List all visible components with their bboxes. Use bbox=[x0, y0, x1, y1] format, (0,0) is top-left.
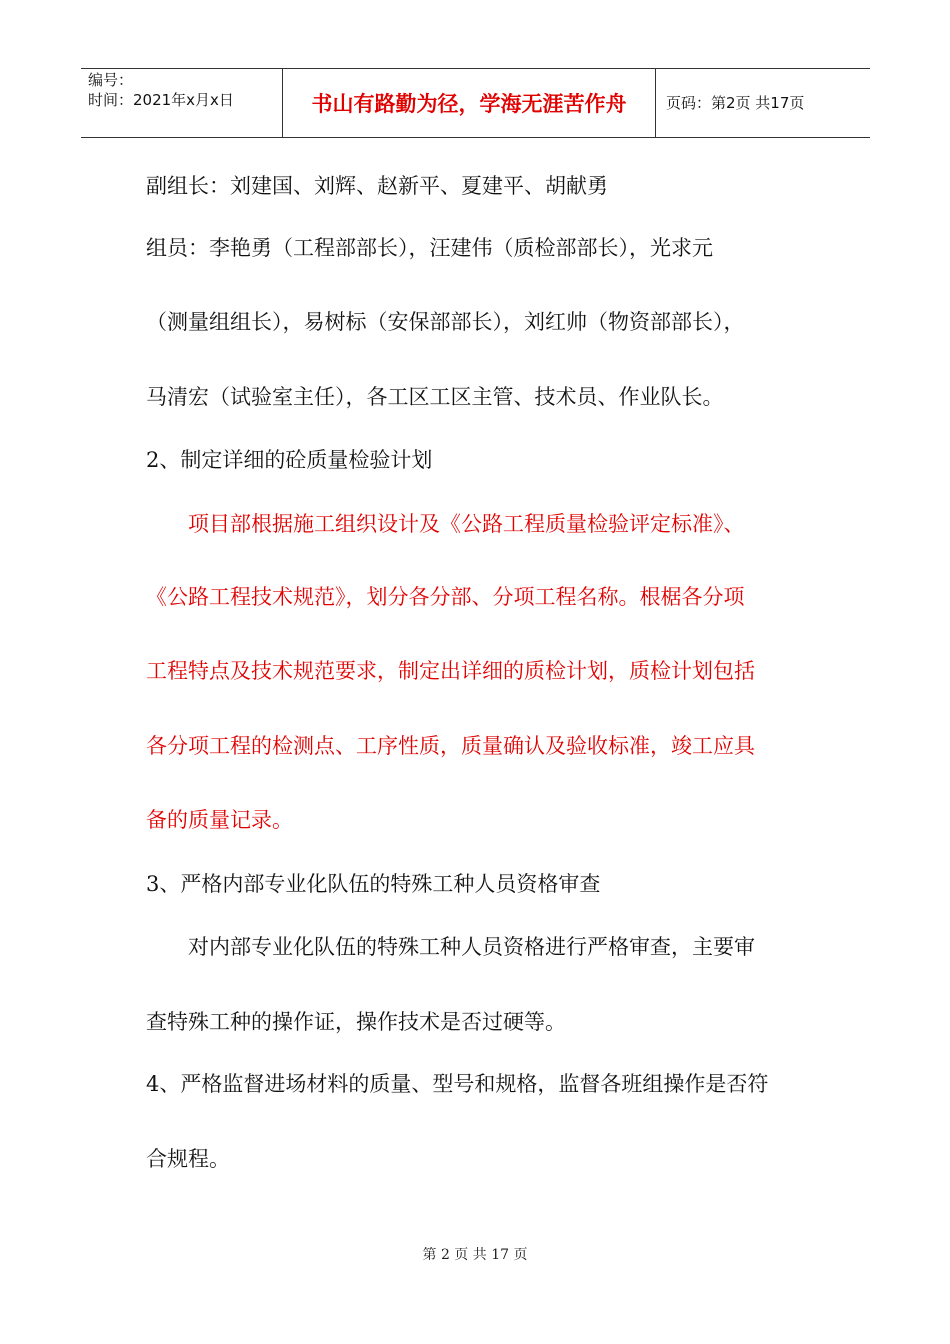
red-paragraph-line-2: 《公路工程技术规范》，划分各分部、分项工程名称。根椐各分项 bbox=[146, 585, 745, 609]
header-motto: 书山有路勤为径，学海无涯苦作舟 bbox=[311, 91, 627, 116]
paragraph-3-line-1: 对内部专业化队伍的特殊工种人员资格进行严格审查，主要审 bbox=[188, 935, 755, 959]
paragraph-3-line-2: 查特殊工种的操作证，操作技术是否过硬等。 bbox=[146, 1010, 566, 1034]
body-line-vice-leaders: 副组长：刘建国、刘辉、赵新平、夏建平、胡献勇 bbox=[146, 174, 608, 198]
red-paragraph-line-5: 备的质量记录。 bbox=[146, 808, 293, 832]
red-paragraph-line-4: 各分项工程的检测点、工序性质，质量确认及验收标准，竣工应具 bbox=[146, 734, 755, 758]
header-page-info: 页码：第2页 共17页 bbox=[666, 94, 805, 112]
body-line-members-1: 组员：李艳勇（工程部部长），汪建伟（质检部部长），光求元 bbox=[146, 236, 713, 260]
body-line-members-3: 马清宏（试验室主任），各工区工区主管、技术员、作业队长。 bbox=[146, 385, 724, 409]
section-heading-2: 2、制定详细的砼质量检验计划 bbox=[146, 448, 433, 472]
document-header bbox=[81, 68, 870, 138]
header-page-cell bbox=[656, 69, 870, 137]
body-line-members-2: （测量组组长），易树标（安保部部长），刘红帅（物资部部长）， bbox=[146, 310, 745, 334]
section-4-continuation: 合规程。 bbox=[146, 1147, 230, 1171]
red-paragraph-line-1: 项目部根据施工组织设计及《公路工程质量检验评定标准》、 bbox=[188, 512, 745, 536]
red-paragraph-line-3: 工程特点及技术规范要求，制定出详细的质检计划，质检计划包括 bbox=[146, 659, 755, 683]
section-heading-4: 4、严格监督进场材料的质量、型号和规格，监督各班组操作是否符 bbox=[146, 1072, 769, 1096]
section-heading-3: 3、严格内部专业化队伍的特殊工种人员资格审查 bbox=[146, 872, 601, 896]
header-motto-cell bbox=[283, 69, 656, 137]
page-footer: 第 2 页 共 17 页 bbox=[422, 1247, 528, 1263]
document-time-label: 时间：2021年x月x日 bbox=[88, 91, 234, 109]
header-meta-cell bbox=[81, 69, 283, 137]
document-number-label: 编号： bbox=[88, 71, 134, 89]
